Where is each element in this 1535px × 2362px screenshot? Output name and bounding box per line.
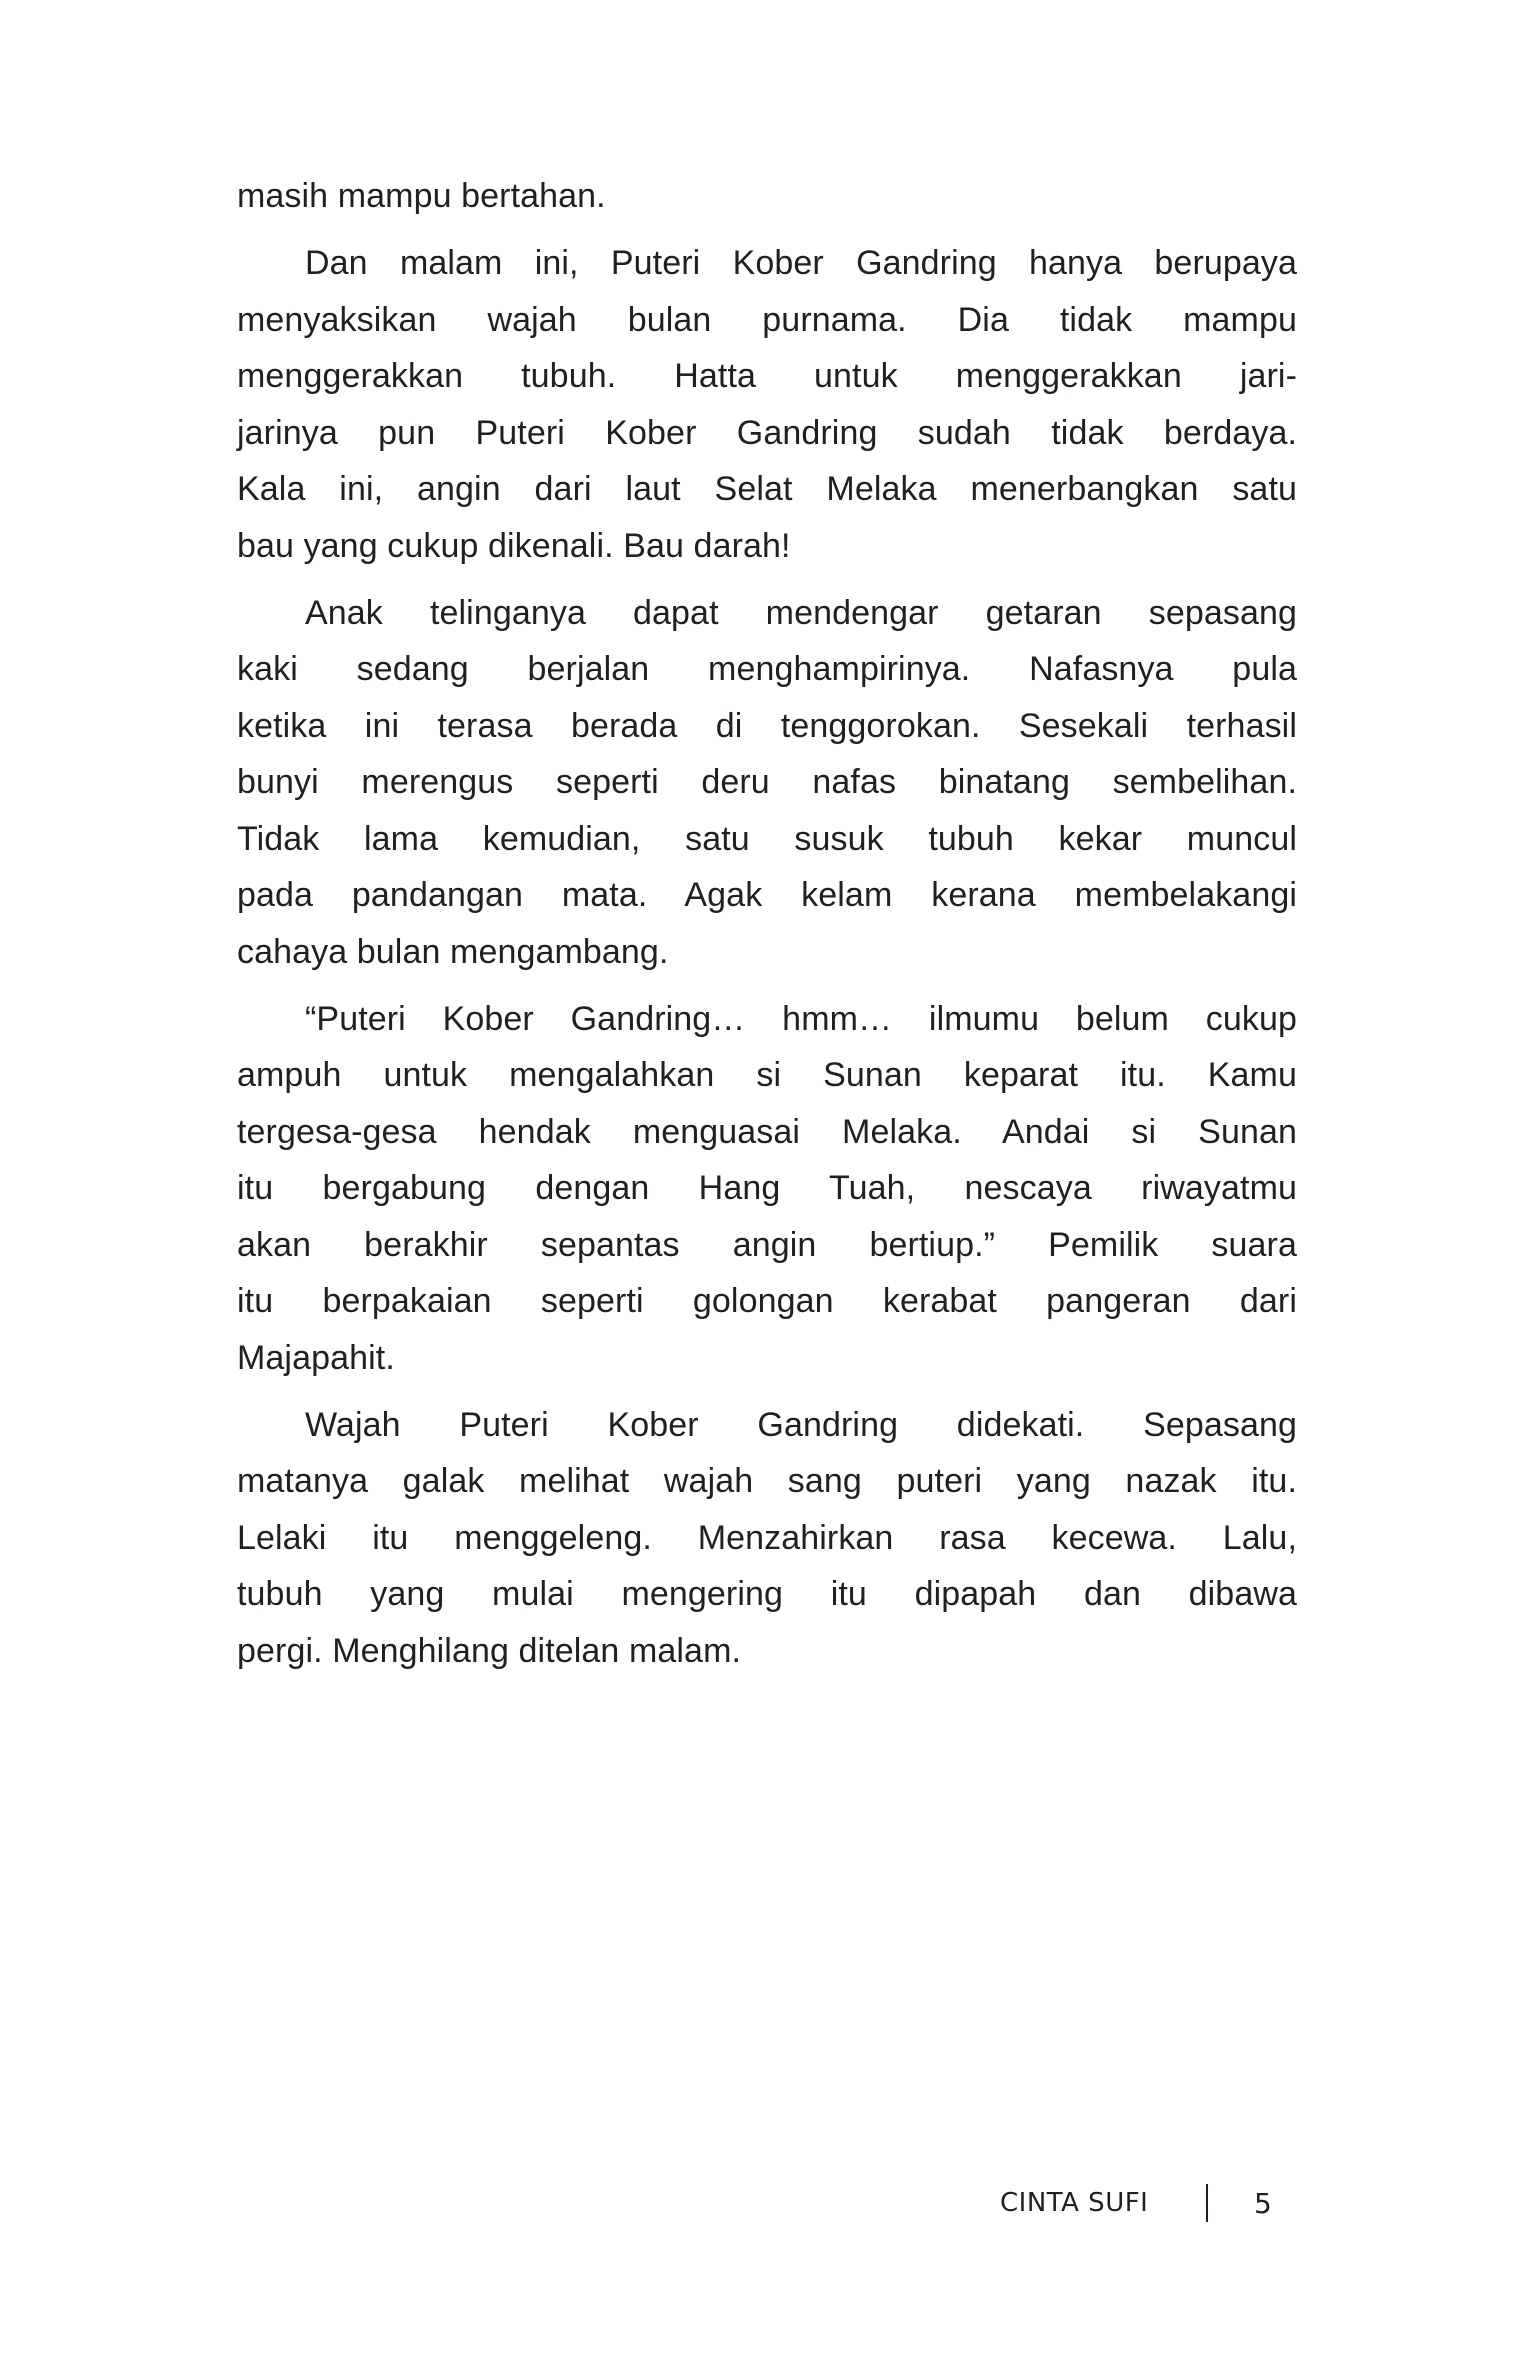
text-line: Tidak lama kemudian, satu susuk tubuh kekar muncul bbox=[237, 819, 1297, 858]
running-title: CINTA SUFI bbox=[1000, 2188, 1149, 2218]
text-line: masih mampu bertahan. bbox=[237, 177, 606, 215]
text-line: itu berpakaian seperti golongan kerabat pangeran dari bbox=[237, 1282, 1297, 1320]
text-line: akan berakhir sepantas angin bertiup.” Pemilik suara bbox=[237, 1225, 1297, 1264]
page-number: 5 bbox=[1254, 2186, 1272, 2220]
text-line: menyaksikan wajah bulan purnama. Dia tidak mampu bbox=[237, 300, 1297, 339]
text-line: Anak telinganya dapat mendengar getaran sepasang bbox=[305, 593, 1297, 632]
text-line: jarinya pun Puteri Kober Gandring sudah tidak berdaya. bbox=[237, 413, 1297, 452]
text-line: kaki sedang berjalan menghampirinya. Nafasnya pula bbox=[237, 650, 1297, 688]
text-line: pada pandangan mata. Agak kelam kerana membelakangi bbox=[237, 876, 1297, 914]
text-line: bunyi merengus seperti deru nafas binatang sembelihan. bbox=[237, 763, 1297, 801]
text-line: ketika ini terasa berada di tenggorokan. Sesekali terhasil bbox=[237, 706, 1297, 745]
text-line: Lelaki itu menggeleng. Menzahirkan rasa kecewa. Lalu, bbox=[237, 1518, 1297, 1557]
text-line: “Puteri Kober Gandring… hmm… ilmumu belum cukup bbox=[305, 999, 1297, 1038]
text-line: Dan malam ini, Puteri Kober Gandring hanya berupaya bbox=[305, 244, 1297, 282]
text-line: bau yang cukup dikenali. Bau darah! bbox=[237, 526, 791, 565]
footer-divider bbox=[1206, 2184, 1208, 2222]
paragraph bbox=[237, 168, 1297, 225]
text-line: tubuh yang mulai mengering itu dipapah dan dibawa bbox=[237, 1575, 1297, 1613]
body-text bbox=[237, 168, 1297, 1690]
paragraph bbox=[237, 991, 1297, 1387]
paragraph bbox=[237, 235, 1297, 574]
text-line: Majapahit. bbox=[237, 1338, 395, 1377]
page-footer bbox=[1000, 2180, 1272, 2226]
text-line: Kala ini, angin dari laut Selat Melaka menerbangkan satu bbox=[237, 470, 1297, 508]
text-line: pergi. Menghilang ditelan malam. bbox=[237, 1631, 742, 1670]
text-line: Wajah Puteri Kober Gandring didekati. Sepasang bbox=[305, 1405, 1297, 1444]
text-line: menggerakkan tubuh. Hatta untuk menggerakkan jari- bbox=[237, 357, 1297, 395]
text-line: tergesa-gesa hendak menguasai Melaka. Andai si Sunan bbox=[237, 1112, 1297, 1151]
paragraph bbox=[237, 585, 1297, 981]
text-line: itu bergabung dengan Hang Tuah, nescaya riwayatmu bbox=[237, 1169, 1297, 1207]
text-line: cahaya bulan mengambang. bbox=[237, 932, 669, 971]
text-line: ampuh untuk mengalahkan si Sunan keparat itu. Kamu bbox=[237, 1056, 1297, 1094]
text-line: matanya galak melihat wajah sang puteri yang nazak itu. bbox=[237, 1462, 1297, 1500]
paragraph bbox=[237, 1397, 1297, 1680]
